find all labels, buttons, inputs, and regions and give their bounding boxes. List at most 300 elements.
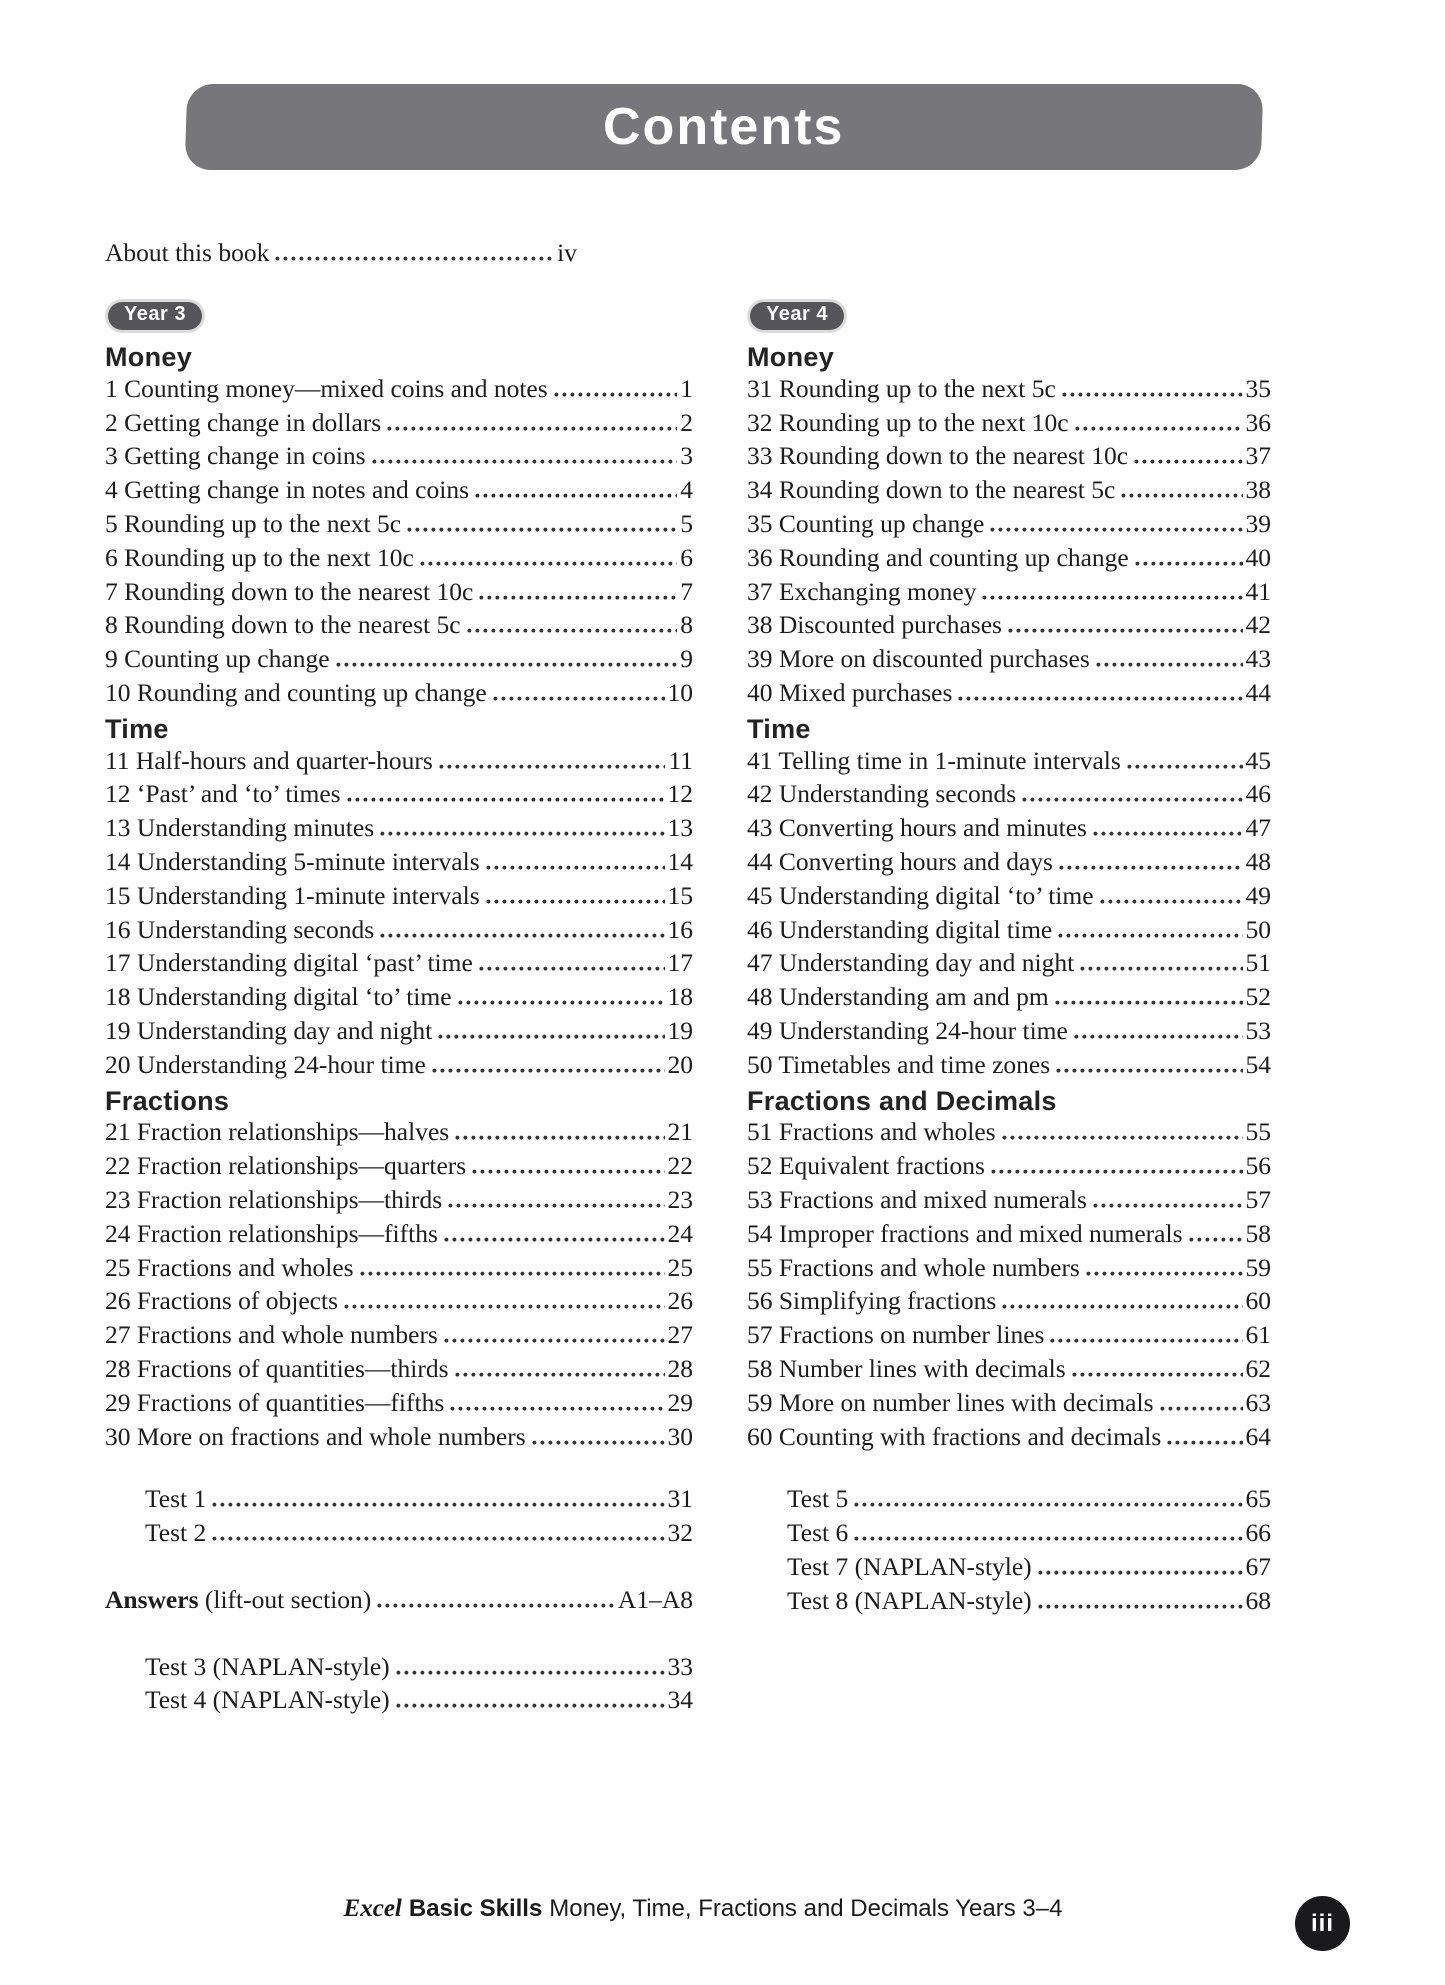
toc-item [747,1320,1271,1354]
page-number: 25 [667,1252,693,1282]
dot-leader [444,1338,665,1343]
page-number: 22 [667,1151,693,1181]
about-line [105,238,577,272]
toc-item-label: 52 Equivalent fractions [747,1151,985,1181]
toc-item-label: 13 Understanding minutes [105,813,375,843]
toc-item [105,1354,693,1388]
toc-item-label: Answers (lift-out section) [105,1584,372,1614]
page-number: 34 [667,1685,693,1715]
toc-item-label: 33 Rounding down to the nearest 10c [747,441,1129,471]
toc-item [747,543,1271,577]
toc-item [747,881,1271,915]
page-number: 32 [667,1518,693,1548]
toc-item-label: 44 Converting hours and days [747,846,1053,876]
toc-item-label: 49 Understanding 24-hour time [747,1015,1068,1045]
page-number: 7 [680,576,693,606]
toc-item [747,1219,1271,1253]
toc-item-label: 16 Understanding seconds [105,914,375,944]
dot-leader [479,595,677,600]
dot-leader [475,493,677,498]
dot-leader [1093,831,1243,836]
toc-extra-block [105,1585,693,1619]
toc-item [105,915,693,949]
toc-item-label: Test 4 (NAPLAN-style) [145,1685,390,1715]
dot-leader [1038,1604,1243,1609]
page-number: 33 [667,1651,693,1681]
toc-item [105,1016,693,1050]
toc-item [747,408,1271,442]
toc-item-label: 42 Understanding seconds [747,779,1017,809]
toc-item [747,1518,1271,1552]
toc-item [105,1585,693,1619]
dot-leader [1008,628,1243,633]
page-number: 23 [667,1184,693,1214]
page-number: 49 [1245,880,1271,910]
dot-leader [982,595,1242,600]
page-number: 62 [1245,1353,1271,1383]
page-number: 36 [1245,407,1271,437]
toc-item [105,1422,693,1456]
dot-leader [467,628,678,633]
toc-item [105,813,693,847]
page-number: 3 [680,441,693,471]
footer-brand-basic-skills: Basic Skills [408,1895,543,1922]
toc-item-label: Test 2 [145,1518,207,1548]
toc-item-label: 39 More on discounted purchases [747,644,1090,674]
toc-item [747,779,1271,813]
page-number: 52 [1245,982,1271,1012]
page-number: 8 [680,610,693,640]
toc-item [747,610,1271,644]
page-number: 68 [1245,1585,1271,1615]
dot-leader [438,1034,664,1039]
toc-item [747,1388,1271,1422]
toc-item-label: 38 Discounted purchases [747,610,1002,640]
page-number: 1 [680,373,693,403]
page-number: 53 [1245,1015,1271,1045]
toc-item [105,746,693,780]
toc-item [747,1016,1271,1050]
page-number: 17 [667,948,693,978]
toc-item-label: 57 Fractions on number lines [747,1320,1045,1350]
toc-item [747,1286,1271,1320]
toc-item-label: 59 More on number lines with decimals [747,1387,1154,1417]
toc-item-label: 18 Understanding digital ‘to’ time [105,982,452,1012]
toc-item-label: 23 Fraction relationships—thirds [105,1184,443,1214]
section-heading: Time [105,713,169,744]
toc-item-label: 32 Rounding up to the next 10c [747,407,1069,437]
section-heading: Money [747,342,835,372]
toc-item-label: 55 Fractions and whole numbers [747,1252,1080,1282]
toc-extra-block [747,1484,1271,1619]
toc-item [747,644,1271,678]
footer [0,1895,1406,1923]
toc-item-label: 30 More on fractions and whole numbers [105,1421,526,1451]
dot-leader [377,1603,615,1608]
page-number: 43 [1245,644,1271,674]
page-number: 42 [1245,610,1271,640]
dot-leader [854,1502,1242,1507]
dot-leader [958,696,1242,701]
toc-item [105,1685,693,1719]
page-title: Contents [603,98,845,156]
page-number: 50 [1245,914,1271,944]
toc-item-label: 3 Getting change in coins [105,441,366,471]
toc-item-label: 17 Understanding digital ‘past’ time [105,948,473,978]
toc-item [105,1185,693,1219]
toc-item-label: 14 Understanding 5-minute intervals [105,846,480,876]
dot-leader [1002,1304,1242,1309]
toc-item-label: 11 Half-hours and quarter-hours [105,745,433,775]
contents-banner [185,84,1264,170]
dot-leader [212,1502,664,1507]
toc-item [105,509,693,543]
dot-leader [1127,764,1243,769]
toc-item-label: 22 Fraction relationships—quarters [105,1151,467,1181]
toc-item-label: 35 Counting up change [747,508,985,538]
page-number: 47 [1245,813,1271,843]
page-number: 24 [667,1218,693,1248]
toc-item [747,746,1271,780]
dot-leader [455,1135,664,1140]
dot-leader [212,1536,664,1541]
toc-item [747,441,1271,475]
page-number: A1–A8 [617,1584,693,1614]
toc-item [747,915,1271,949]
toc-item-label: Test 1 [145,1484,207,1514]
toc-item [105,1652,693,1686]
page-number: 4 [680,475,693,505]
page-number: 60 [1245,1286,1271,1316]
dot-leader [336,662,678,667]
dot-leader [1059,865,1243,870]
toc-item [105,610,693,644]
dot-leader [360,1271,665,1276]
toc-item-label: 53 Fractions and mixed numerals [747,1184,1087,1214]
dot-leader [1121,493,1242,498]
dot-leader [439,764,666,769]
dot-leader [275,256,554,261]
toc-item-label: Test 6 [787,1518,849,1548]
page-number: 44 [1245,677,1271,707]
toc-item [105,441,693,475]
page-number: 41 [1245,576,1271,606]
toc-item [105,543,693,577]
toc-item-label: 24 Fraction relationships—fifths [105,1218,438,1248]
toc-item [105,374,693,408]
dot-leader [1080,966,1242,971]
page-number: 67 [1245,1551,1271,1581]
toc-item [747,1354,1271,1388]
page-number: 30 [667,1421,693,1451]
page-number: 39 [1245,508,1271,538]
toc-item-label: 20 Understanding 24-hour time [105,1049,426,1079]
footer-tagline: Money, Time, Fractions and Decimals Years 3–4 [549,1895,1063,1922]
page-number: 59 [1245,1252,1271,1282]
toc-item-label: 15 Understanding 1-minute intervals [105,880,480,910]
toc-item [105,1050,693,1084]
dot-leader [387,426,677,431]
toc-item-label: Test 8 (NAPLAN-style) [787,1585,1032,1615]
toc-item-label: 56 Simplifying fractions [747,1286,997,1316]
page-number: 55 [1245,1117,1271,1147]
page-number: 29 [667,1387,693,1417]
page-number: 26 [667,1286,693,1316]
dot-leader [990,527,1242,532]
dot-leader [1135,561,1243,566]
toc-item [105,1388,693,1422]
page-number: 56 [1245,1151,1271,1181]
dot-leader [1167,1440,1242,1445]
dot-leader [554,392,678,397]
dot-leader [448,1203,664,1208]
dot-leader [486,899,665,904]
dot-leader [1050,1338,1242,1343]
toc-item [105,1518,693,1552]
toc-item [105,1253,693,1287]
toc-item-label: 21 Fraction relationships—halves [105,1117,450,1147]
page-number: 11 [668,745,693,775]
dot-leader [1160,1406,1243,1411]
dot-leader [396,1703,665,1708]
toc-item-label: 47 Understanding day and night [747,948,1075,978]
toc-item [747,1117,1271,1151]
page-number: 15 [667,880,693,910]
dot-leader [450,1406,664,1411]
page-number: 45 [1245,745,1271,775]
dot-leader [1038,1570,1243,1575]
toc-item-label: 12 ‘Past’ and ‘to’ times [105,779,341,809]
toc-item-label: 4 Getting change in notes and coins [105,475,469,505]
dot-leader [444,1237,665,1242]
page-number: 31 [667,1484,693,1514]
page-number: 57 [1245,1184,1271,1214]
page-number: 40 [1245,542,1271,572]
dot-leader [1074,1034,1243,1039]
dot-leader [1075,426,1243,431]
page-number: 10 [667,677,693,707]
toc-item-label: 5 Rounding up to the next 5c [105,508,402,538]
page-number-badge [1295,1896,1350,1951]
page-number: 35 [1245,373,1271,403]
toc-item [747,475,1271,509]
page-number: 58 [1245,1218,1271,1248]
dot-leader [1055,1000,1243,1005]
page-number: 20 [667,1049,693,1079]
dot-leader [1002,1135,1243,1140]
section-heading: Time [747,713,811,744]
toc-item [105,1151,693,1185]
toc-item [747,982,1271,1016]
dot-leader [1072,1372,1243,1377]
page-number: 12 [667,779,693,809]
dot-leader [380,933,664,938]
toc-item-label: Test 5 [787,1484,849,1514]
year4-column [747,299,1271,1619]
dot-leader [380,831,664,836]
dot-leader [455,1372,665,1377]
toc-item [105,881,693,915]
toc-item [105,644,693,678]
page-number: 5 [680,508,693,538]
dot-leader [1086,1271,1243,1276]
dot-leader [1022,797,1242,802]
toc-item-label: 9 Counting up change [105,644,330,674]
toc-item-label: 1 Counting money—mixed coins and notes [105,373,548,403]
toc-item-label: 31 Rounding up to the next 5c [747,373,1056,403]
dot-leader [1134,459,1242,464]
dot-leader [396,1670,665,1675]
toc-item [105,847,693,881]
toc-item-label: 41 Telling time in 1-minute intervals [747,745,1121,775]
dot-leader [1189,1237,1243,1242]
toc-item-label: 37 Exchanging money [747,576,977,606]
dot-leader [407,527,677,532]
dot-leader [472,1169,664,1174]
dot-leader [486,865,665,870]
toc-item [747,948,1271,982]
toc-item [747,678,1271,712]
page-number: 63 [1245,1387,1271,1417]
toc-item [105,779,693,813]
page-number: 21 [667,1117,693,1147]
toc-item [105,1117,693,1151]
dot-leader [420,561,677,566]
toc-item [747,1422,1271,1456]
toc-item [105,1219,693,1253]
toc-item-label: 48 Understanding am and pm [747,982,1049,1012]
dot-leader [854,1536,1242,1541]
toc-item [747,577,1271,611]
toc-item-label: 26 Fractions of objects [105,1286,338,1316]
toc-item-label: 19 Understanding day and night [105,1015,433,1045]
toc-item [105,1286,693,1320]
toc-item [105,948,693,982]
toc-item [747,1586,1271,1620]
dot-leader [458,1000,665,1005]
toc-item [747,1253,1271,1287]
footer-brand-excel: Excel [343,1895,402,1922]
toc-item-label: 51 Fractions and wholes [747,1117,996,1147]
toc-item-label: 43 Converting hours and minutes [747,813,1087,843]
toc-item-label: 45 Understanding digital ‘to’ time [747,880,1094,910]
toc-item [747,847,1271,881]
toc-item-label: 60 Counting with fractions and decimals [747,1421,1162,1451]
dot-leader [991,1169,1243,1174]
section-heading: Fractions and Decimals [747,1085,1057,1116]
year-badge: Year 4 [750,302,844,330]
page-number: 46 [1245,779,1271,809]
section-heading: Fractions [105,1085,230,1116]
toc-item [105,1484,693,1518]
toc-extra-block [105,1652,693,1720]
page-number: 51 [1245,948,1271,978]
about-label: About this book [105,238,270,267]
toc-item-label: 2 Getting change in dollars [105,407,382,437]
page-number: 9 [680,644,693,674]
dot-leader [1062,392,1243,397]
toc-item [105,408,693,442]
toc-item [747,1050,1271,1084]
dot-leader [1056,1068,1242,1073]
toc-item-label: 27 Fractions and whole numbers [105,1320,438,1350]
dot-leader [1093,1203,1243,1208]
toc-item [747,1151,1271,1185]
page-number: 61 [1245,1320,1271,1350]
dot-leader [532,1440,665,1445]
dot-leader [372,459,678,464]
toc-item [747,1552,1271,1586]
page-number: 48 [1245,846,1271,876]
toc-item-label: Test 7 (NAPLAN-style) [787,1551,1032,1581]
toc-extra-block [105,1484,693,1552]
toc-item [747,509,1271,543]
toc-item-label: 10 Rounding and counting up change [105,677,487,707]
toc-item [747,813,1271,847]
toc-item-label: 36 Rounding and counting up change [747,542,1129,572]
page-number-roman: iii [1310,1909,1334,1937]
toc-item [747,1484,1271,1518]
toc-item-label: 46 Understanding digital time [747,914,1053,944]
toc-item [105,982,693,1016]
dot-leader [1100,899,1243,904]
toc-item [105,577,693,611]
toc-item-label: 58 Number lines with decimals [747,1353,1066,1383]
toc-item-label: 34 Rounding down to the nearest 5c [747,475,1116,505]
toc-item-label: 7 Rounding down to the nearest 10c [105,576,474,606]
toc-item-label: 25 Fractions and wholes [105,1252,354,1282]
page-number: 54 [1245,1049,1271,1079]
toc-item [105,678,693,712]
year3-column [105,299,693,1719]
page-number: 66 [1245,1518,1271,1548]
page-number: 19 [667,1015,693,1045]
dot-leader [432,1068,665,1073]
toc-item-label: 54 Improper fractions and mixed numerals [747,1218,1183,1248]
dot-leader [347,797,665,802]
toc-item [747,1185,1271,1219]
toc-item-label: 6 Rounding up to the next 10c [105,542,414,572]
dot-leader [1096,662,1243,667]
toc-item-label: 40 Mixed purchases [747,677,953,707]
page-number: 13 [667,813,693,843]
toc-item-label: 50 Timetables and time zones [747,1049,1051,1079]
page-number: 6 [680,542,693,572]
toc-item-label: 28 Fractions of quantities—thirds [105,1353,449,1383]
page-number: 27 [667,1320,693,1350]
page-number: 65 [1245,1484,1271,1514]
page-number: 38 [1245,475,1271,505]
page-number: 14 [667,846,693,876]
toc-item [105,238,577,272]
page-number: 16 [667,914,693,944]
toc-item [105,1320,693,1354]
toc-item-label: 29 Fractions of quantities—fifths [105,1387,445,1417]
dot-leader [344,1304,665,1309]
toc-item-label: 8 Rounding down to the nearest 5c [105,610,461,640]
year-badge: Year 3 [108,302,202,330]
dot-leader [1058,933,1242,938]
page-number: iv [557,238,577,267]
page-number: 2 [680,407,693,437]
toc-item-label: Test 3 (NAPLAN-style) [145,1651,390,1681]
section-heading: Money [105,342,193,372]
dot-leader [479,966,665,971]
toc-item [747,374,1271,408]
page-number: 37 [1245,441,1271,471]
toc-item [105,475,693,509]
page-number: 18 [667,982,693,1012]
